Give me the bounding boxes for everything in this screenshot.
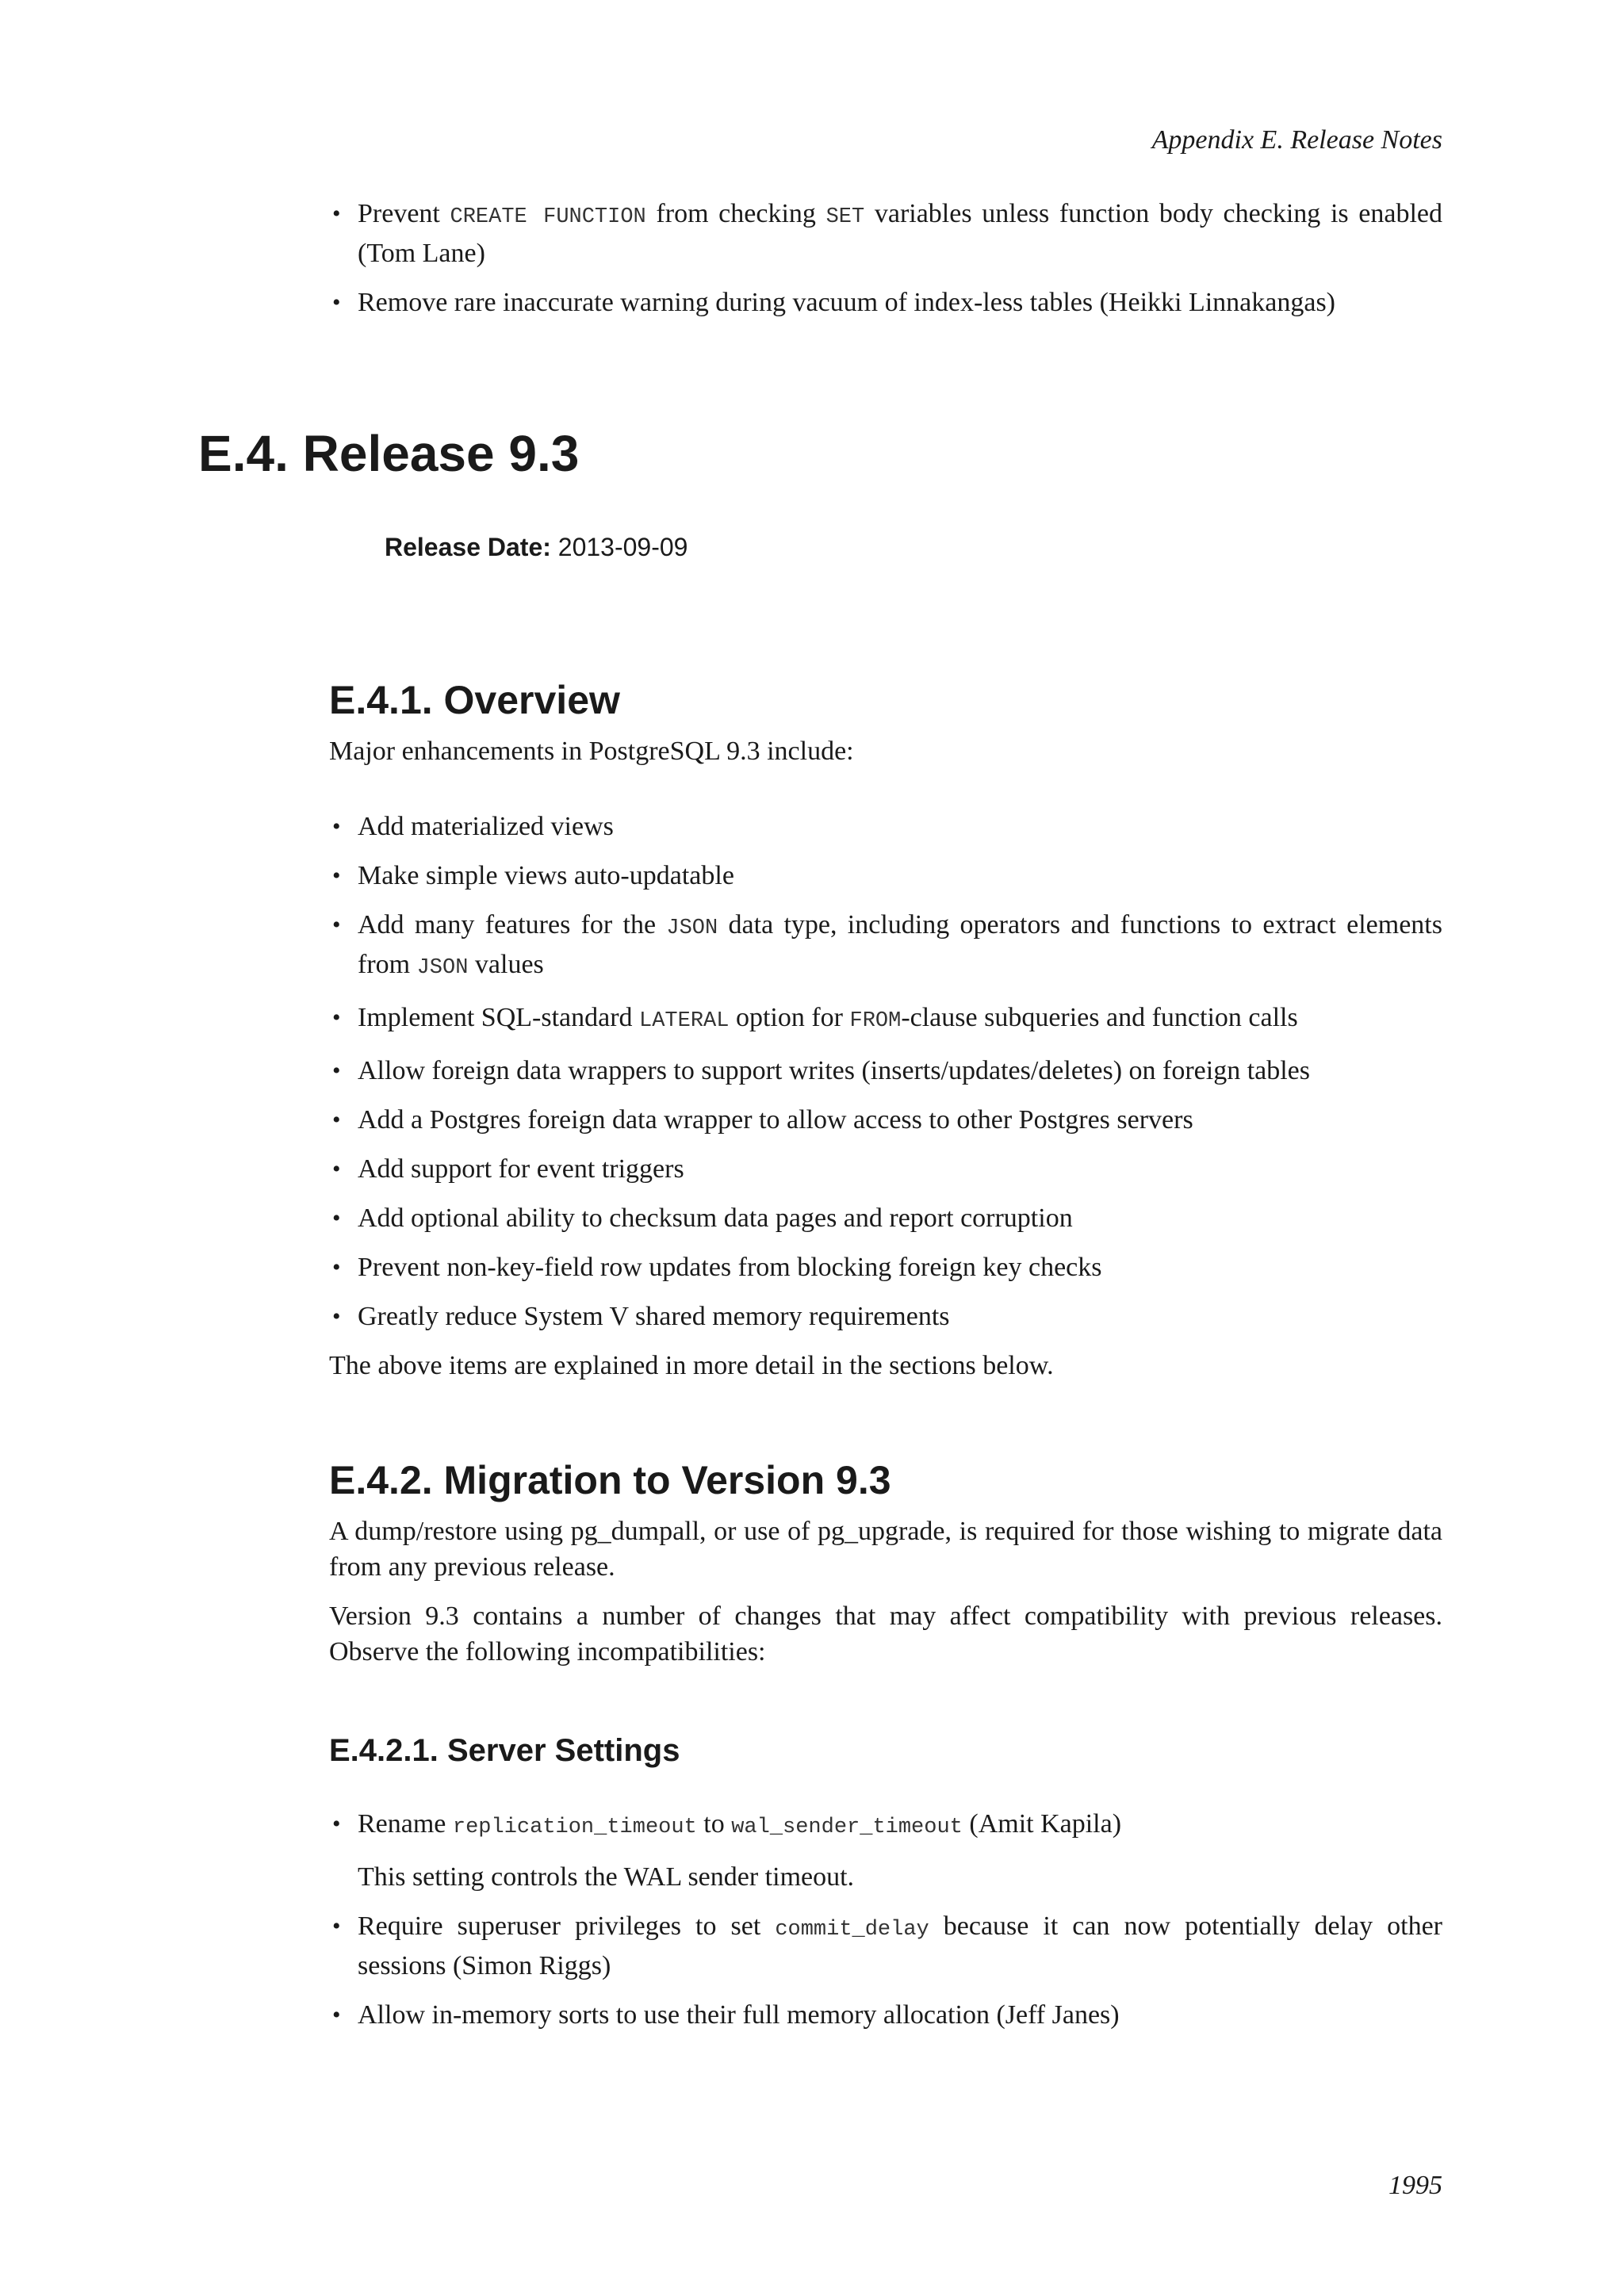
- list-item: • Rename replication_timeout to wal_sender_timeout (Amit Kapila) This setting controls the WAL sender timeout.: [329, 1806, 1442, 1895]
- list-item: • Add support for event triggers: [329, 1151, 1442, 1187]
- migration-paragraph-2: Version 9.3 contains a number of changes that may affect compatibility with previous releases. Observe the following incompatibilities:: [329, 1601, 1442, 1667]
- page-number: 1995: [1388, 2171, 1442, 2200]
- bullet-icon: •: [332, 1913, 341, 1939]
- list-item: • Add many features for the JSON data type, including operators and functions to extract elements from JSON values: [329, 907, 1442, 986]
- bullet-icon: •: [332, 1303, 341, 1330]
- bullet-icon: •: [332, 1156, 341, 1182]
- server-settings-bullet-list: [329, 1806, 1442, 2033]
- list-item: • Allow in-memory sorts to use their full memory allocation (Jeff Janes): [329, 1997, 1442, 2033]
- list-item: • Allow foreign data wrappers to support writes (inserts/updates/deletes) on foreign tables: [329, 1053, 1442, 1089]
- inline-code: SET: [825, 205, 865, 229]
- inline-code: replication_timeout: [452, 1816, 697, 1839]
- inline-code: commit_delay: [775, 1918, 929, 1942]
- overview-section: [329, 676, 1442, 1383]
- list-item: • Prevent CREATE FUNCTION from checking SET variables unless function body checking is enabled (Tom Lane): [329, 196, 1442, 271]
- list-item: • Prevent non-key-field row updates from blocking foreign key checks: [329, 1249, 1442, 1285]
- top-bullet-list: [329, 196, 1442, 320]
- overview-heading: E.4.1. Overview: [329, 678, 620, 722]
- list-item: • Greatly reduce System V shared memory requirements: [329, 1299, 1442, 1334]
- top-list-block: [329, 196, 1442, 320]
- list-item: • Make simple views auto-updatable: [329, 858, 1442, 894]
- bullet-icon: •: [332, 1058, 341, 1084]
- migration-heading: E.4.2. Migration to Version 9.3: [329, 1458, 891, 1502]
- list-item: • Add optional ability to checksum data pages and report corruption: [329, 1200, 1442, 1236]
- list-item: • Require superuser privileges to set commit_delay because it can now potentially delay other sessions (Simon Riggs): [329, 1908, 1442, 1984]
- overview-intro: Major enhancements in PostgreSQL 9.3 include:: [329, 737, 854, 766]
- running-header: Appendix E. Release Notes: [1151, 125, 1442, 155]
- inline-code: CREATE FUNCTION: [450, 205, 646, 229]
- bullet-icon: •: [332, 1107, 341, 1133]
- list-item: • Add materialized views: [329, 809, 1442, 844]
- release-date-value: 2013-09-09: [557, 533, 688, 561]
- bullet-icon: •: [332, 813, 341, 840]
- list-item-note: This setting controls the WAL sender timeout.: [358, 1862, 855, 1892]
- release-date: [385, 533, 688, 562]
- section-title: E.4. Release 9.3: [198, 425, 580, 482]
- bullet-icon: •: [332, 201, 341, 227]
- inline-code: wal_sender_timeout: [731, 1816, 963, 1839]
- server-settings-section: [329, 1731, 1442, 2033]
- list-item: • Remove rare inaccurate warning during vacuum of index-less tables (Heikki Linnakangas): [329, 285, 1442, 320]
- bullet-icon: •: [332, 863, 341, 889]
- bullet-icon: •: [332, 1205, 341, 1231]
- bullet-icon: •: [332, 1254, 341, 1280]
- migration-paragraph-1: A dump/restore using pg_dumpall, or use of pg_upgrade, is required for those wishing to migrate data from any previous release.: [329, 1517, 1442, 1582]
- list-item: • Implement SQL-standard LATERAL option for FROM-clause subqueries and function calls: [329, 1000, 1442, 1039]
- server-settings-heading: E.4.2.1. Server Settings: [329, 1733, 680, 1768]
- overview-outro: The above items are explained in more detail in the sections below.: [329, 1351, 1054, 1380]
- overview-bullet-list: [329, 809, 1442, 1334]
- inline-code: JSON: [666, 916, 718, 940]
- inline-code: JSON: [416, 956, 469, 980]
- bullet-icon: •: [332, 289, 341, 316]
- migration-section: [329, 1456, 1442, 1670]
- release-date-label: Release Date:: [385, 533, 551, 561]
- bullet-icon: •: [332, 1811, 341, 1837]
- list-item: • Add a Postgres foreign data wrapper to allow access to other Postgres servers: [329, 1102, 1442, 1138]
- inline-code: FROM: [849, 1009, 902, 1033]
- bullet-icon: •: [332, 2002, 341, 2028]
- inline-code: LATERAL: [639, 1009, 730, 1033]
- bullet-icon: •: [332, 912, 341, 938]
- bullet-icon: •: [332, 1004, 341, 1031]
